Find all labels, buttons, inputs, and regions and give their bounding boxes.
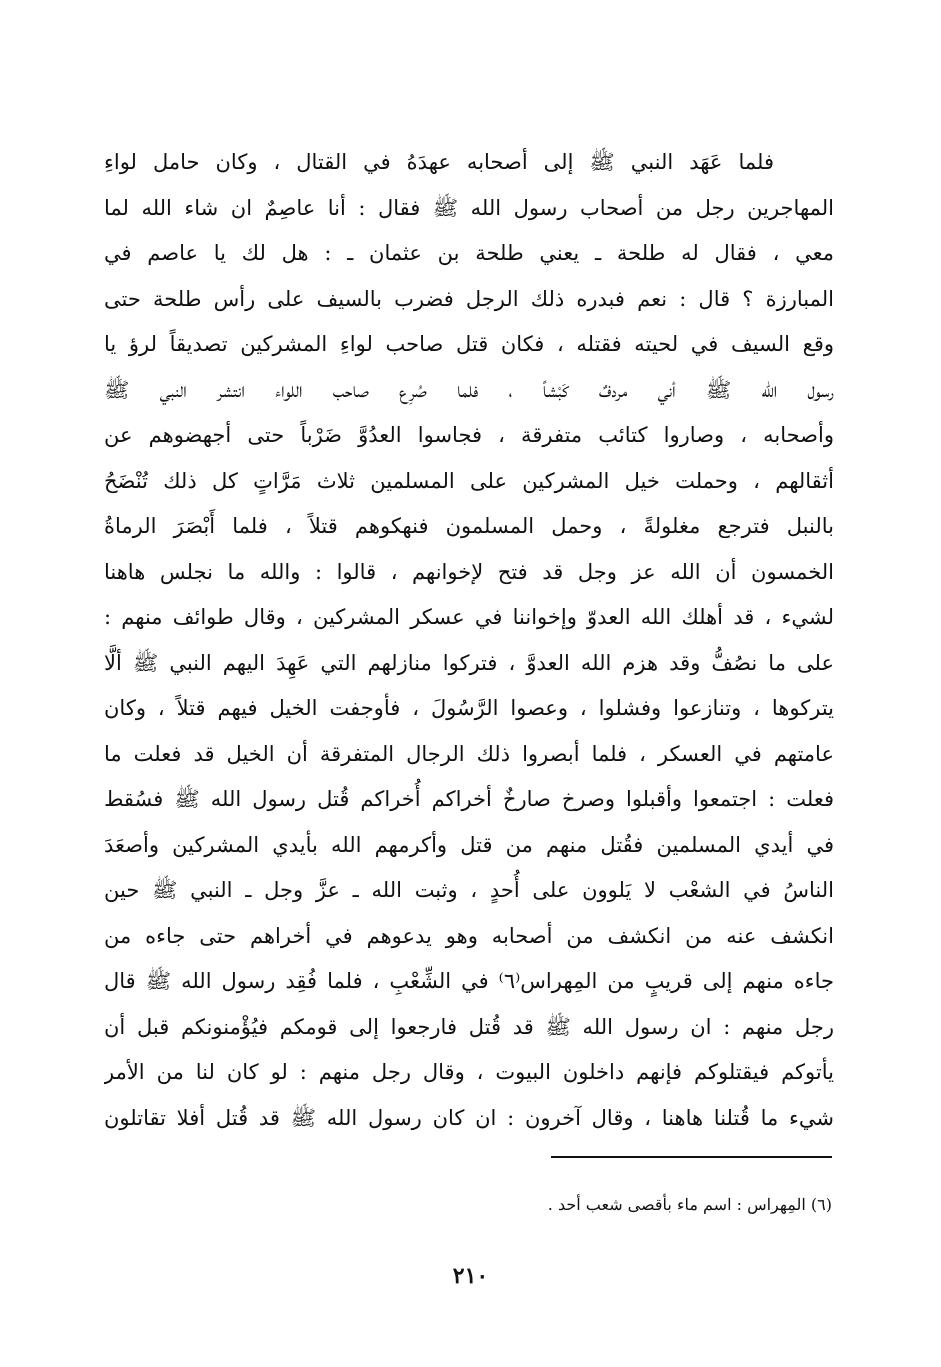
footnote: (٦) المِهراس : اسم ماء بأقصى شعب أحد .: [547, 1195, 832, 1214]
text-line-21: يأتوكم فيقتلوكم فإنهم داخلون البيوت ، وقال رجل منهم : لو كان لنا من الأمر: [104, 1060, 834, 1084]
text-line-13: يتركوها ، وتنازعوا وفشلوا ، وعصوا الرَّسُولَ ، فأوجفت الخيل فيهم قتلاً ، وكان: [104, 696, 834, 720]
text-line-11: لشيء ، قد أهلك الله العدوّ وإخواننا في عسكر المشركين ، وقال طوائف منهم :: [104, 605, 834, 629]
text-line-14: عامتهم في العسكر ، فلما أبصروا ذلك الرجال المتفرقة أن الخيل قد فعلت ما: [104, 741, 834, 766]
text-line-2: المهاجرين رجل من أصحاب رسول الله ﷺ فقال : أنا عاصِمٌ ان شاء الله لما: [104, 195, 834, 220]
body-text: [104, 140, 834, 1141]
text-line-9: بالنبل فترجع مغلولةً ، وحمل المسلمون فنهكوهم قتلاً ، فلما أَبْصَرَ الرماةُ: [104, 514, 834, 538]
text-line-17: الناسُ في الشعْب لا يَلوون على أُحدٍ ، وثبت الله ـ عزَّ وجل ـ النبي ﷺ حين: [104, 878, 834, 902]
text-line-7: وأصحابه ، وصاروا كتائب متفرقة ، فجاسوا العدُوَّ ضَرْباً حتى أجهضوهم عن: [104, 423, 834, 447]
text-line-22: شيء ما قُتلنا هاهنا ، وقال آخرون : ان كان رسول الله ﷺ قد قُتل أفلا تقاتلون: [104, 1105, 834, 1130]
text-line-12: على ما نصُفُّ وقد هزم الله العدوَّ ، فتركوا منازلهم التي عَهِدَ اليهم النبي ﷺ ألَّا: [104, 650, 834, 675]
text-line-10: الخمسون أن الله عز وجل قد فتح لإخوانهم ، قالوا : والله ما نجلس هاهنا: [104, 559, 834, 584]
text-line-5: وقع السيف في لحيته فقتله ، فكان قتل صاحب لواءِ المشركين تصديقاً لرؤ يا: [104, 332, 834, 356]
text-line-15: فعلت : اجتمعوا وأقبلوا وصرخ صارخٌ أخراكم أُخراكم قُتل رسول الله ﷺ فسُقط: [104, 787, 834, 811]
text-line-4: المبارزة ؟ قال : نعم فبدره ذلك الرجل فضرب بالسيف على رأس طلحة حتى: [104, 286, 834, 311]
text-line-8: أثقالهم ، وحملت خيل المشركين على المسلمين ثلاث مَرَّاتٍ كل ذلك تُنْضَحُ: [104, 468, 834, 493]
footnote-separator: [551, 1156, 832, 1158]
text-line-3: معي ، فقال له طلحة ـ يعني طلحة بن عثمان ـ : هل لك يا عاصم في: [104, 241, 834, 265]
text-line-20: رجل منهم : ان رسول الله ﷺ قد قُتل فارجعوا إلى قومكم فيُؤْمنونكم قبل أن: [104, 1014, 834, 1039]
text-line-16: في أيدي المسلمين فقُتل منهم من قتل وأكرمهم الله بأيدي المشركين وأصعَدَ: [104, 832, 834, 857]
text-line-1: فلما عَهَد النبي ﷺ إلى أصحابه عهدَهُ في القتال ، وكان حامل لواءِ: [104, 150, 774, 174]
text-line-18: انكشف عنه من انكشف من أصحابه وهو يدعوهم في أخراهم حتى جاءه من: [104, 923, 834, 948]
text-line-6: رسول الله ﷺ أني مردفٌ كَبْشاً ، فلما صُرِع صاحب اللواء انتشر النبي ﷺ: [104, 377, 834, 402]
text-line-19: جاءه منهم إلى قريبٍ من المِهراس⁽٦⁾ في الشِّعْبِ ، فلما فُقِد رسول الله ﷺ قال: [104, 969, 834, 993]
page-number: ٢١٠: [452, 1263, 489, 1289]
